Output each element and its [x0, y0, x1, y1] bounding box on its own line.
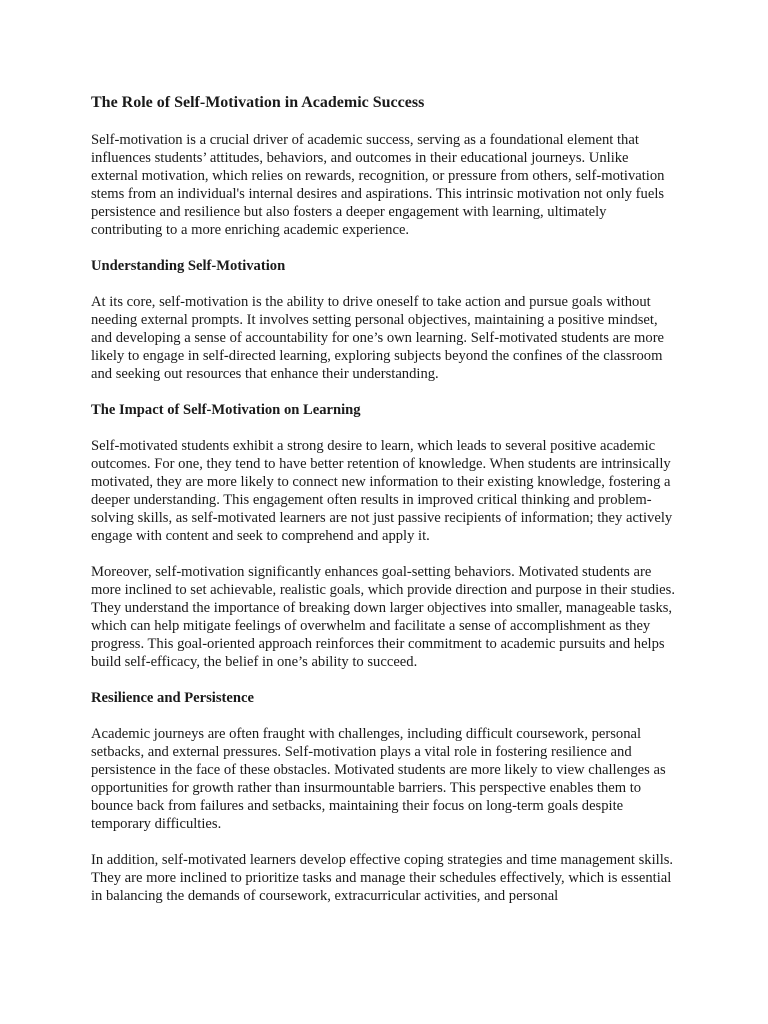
heading-impact: The Impact of Self-Motivation on Learning: [91, 402, 361, 418]
paragraph-impact-1: Self-motivated students exhibit a strong desire to learn, which leads to several positive academic outcomes. For one, they tend to have better retention of knowledge. When students are intrinsically motivated, they are more likely to connect new information to their existing knowledge, fostering a deeper understanding. This engagement often results in improved critical thinking and problem-solving skills, as self-motivated learners are not just passive recipients of information; they actively engage with content and seek to comprehend and apply it.: [91, 438, 673, 544]
heading-understanding: Understanding Self-Motivation: [91, 258, 286, 274]
paragraph-understanding: At its core, self-motivation is the ability to drive oneself to take action and pursue goals without needing external prompts. It involves setting personal objectives, maintaining a positive mindset, and developing a sense of accountability for one’s own learning. Self-motivated students are more likely to engage in self-directed learning, exploring subjects beyond the confines of the classroom and seeking out resources that enhance their understanding.: [91, 294, 665, 382]
paragraph-intro: Self-motivation is a crucial driver of academic success, serving as a foundational element that influences students’ attitudes, behaviors, and outcomes in their educational journeys. Unlike external motivation, which relies on rewards, recognition, or pressure from others, self-motivation stems from an individual's internal desires and aspirations. This intrinsic motivation not only fuels persistence and resilience but also fosters a deeper engagement with learning, ultimately contributing to a more enriching academic experience.: [91, 132, 665, 238]
document-page: [91, 92, 679, 923]
document-title: The Role of Self-Motivation in Academic Success: [91, 94, 425, 111]
heading-resilience: Resilience and Persistence: [91, 690, 254, 706]
paragraph-resilience-1: Academic journeys are often fraught with challenges, including difficult coursework, personal setbacks, and external pressures. Self-motivation plays a vital role in fostering resilience and persistence in the face of these obstacles. Motivated students are more likely to view challenges as opportunities for growth rather than insurmountable barriers. This perspective enables them to bounce back from failures and setbacks, maintaining their focus on long-term goals despite temporary difficulties.: [91, 726, 666, 832]
paragraph-impact-2: Moreover, self-motivation significantly enhances goal-setting behaviors. Motivated students are more inclined to set achievable, realistic goals, which provide direction and purpose in their studies. They understand the importance of breaking down larger objectives into smaller, manageable tasks, which can help mitigate feelings of overwhelm and facilitate a sense of accomplishment as they progress. This goal-oriented approach reinforces their commitment to academic pursuits and helps build self-efficacy, the belief in one’s ability to succeed.: [91, 564, 675, 670]
paragraph-resilience-2: In addition, self-motivated learners develop effective coping strategies and time management skills. They are more inclined to prioritize tasks and manage their schedules effectively, which is essential in balancing the demands of coursework, extracurricular activities, and personal: [91, 852, 674, 904]
